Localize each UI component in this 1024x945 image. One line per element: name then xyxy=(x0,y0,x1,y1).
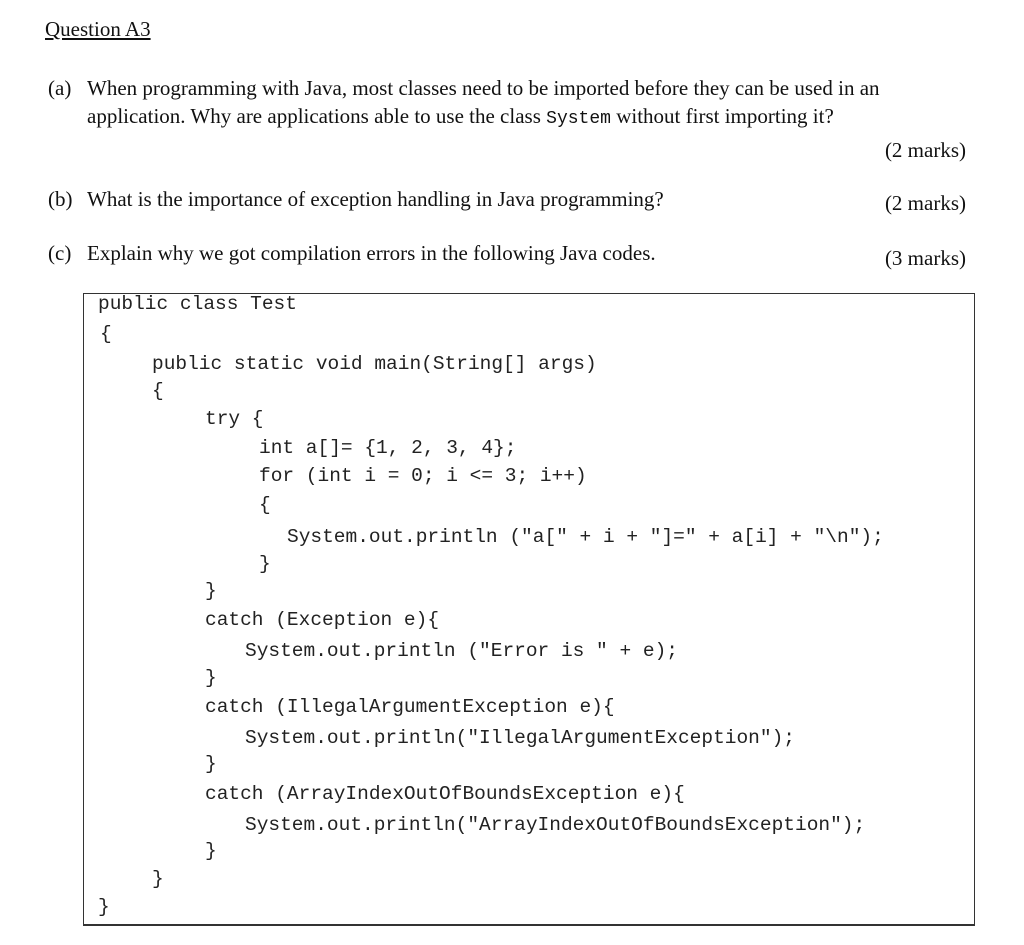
code-line: } xyxy=(205,580,217,602)
code-line: } xyxy=(259,553,271,575)
system-class-code: System xyxy=(546,109,611,129)
code-line: int a[]= {1, 2, 3, 4}; xyxy=(259,437,517,459)
question-title: Question A3 xyxy=(45,17,151,41)
code-line: catch (IllegalArgumentException e){ xyxy=(205,696,615,718)
question-a-line2-post: without first importing it? xyxy=(610,104,834,128)
code-line: { xyxy=(100,323,112,345)
code-line: } xyxy=(205,753,217,775)
code-line: public static void main(String[] args) xyxy=(152,353,597,375)
question-b-text: What is the importance of exception handling in Java programming? xyxy=(87,187,664,211)
code-line: public class Test xyxy=(98,293,297,315)
code-line: } xyxy=(205,840,217,862)
question-a-line2-pre: application. Why are applications able to use the class xyxy=(87,104,547,128)
question-c-marks: (3 marks) xyxy=(884,246,966,270)
code-line: catch (Exception e){ xyxy=(205,609,440,631)
question-c-text: Explain why we got compilation errors in the following Java codes. xyxy=(87,241,656,265)
question-c-label: (c) xyxy=(48,241,72,265)
code-line: System.out.println("IllegalArgumentException"); xyxy=(245,727,795,749)
code-line: { xyxy=(259,494,271,516)
code-line: System.out.println ("a[" + i + "]=" + a[i] + "\n"); xyxy=(287,526,884,548)
question-a-marks: (2 marks) xyxy=(884,138,966,162)
question-a-line2 xyxy=(87,104,834,129)
question-b-marks: (2 marks) xyxy=(884,191,966,215)
code-line: { xyxy=(152,380,164,402)
code-line: System.out.println ("Error is " + e); xyxy=(245,640,678,662)
code-line: catch (ArrayIndexOutOfBoundsException e){ xyxy=(205,783,685,805)
code-line: } xyxy=(152,868,164,890)
code-line: } xyxy=(98,896,110,918)
code-line: } xyxy=(205,667,217,689)
question-a-line1: When programming with Java, most classes need to be imported before they can be used in an xyxy=(87,76,880,100)
code-line: try { xyxy=(205,408,264,430)
code-line: for (int i = 0; i <= 3; i++) xyxy=(259,465,587,487)
question-b-label: (b) xyxy=(48,187,73,211)
code-line: System.out.println("ArrayIndexOutOfBoundsException"); xyxy=(245,814,866,836)
question-a-label: (a) xyxy=(48,76,72,100)
